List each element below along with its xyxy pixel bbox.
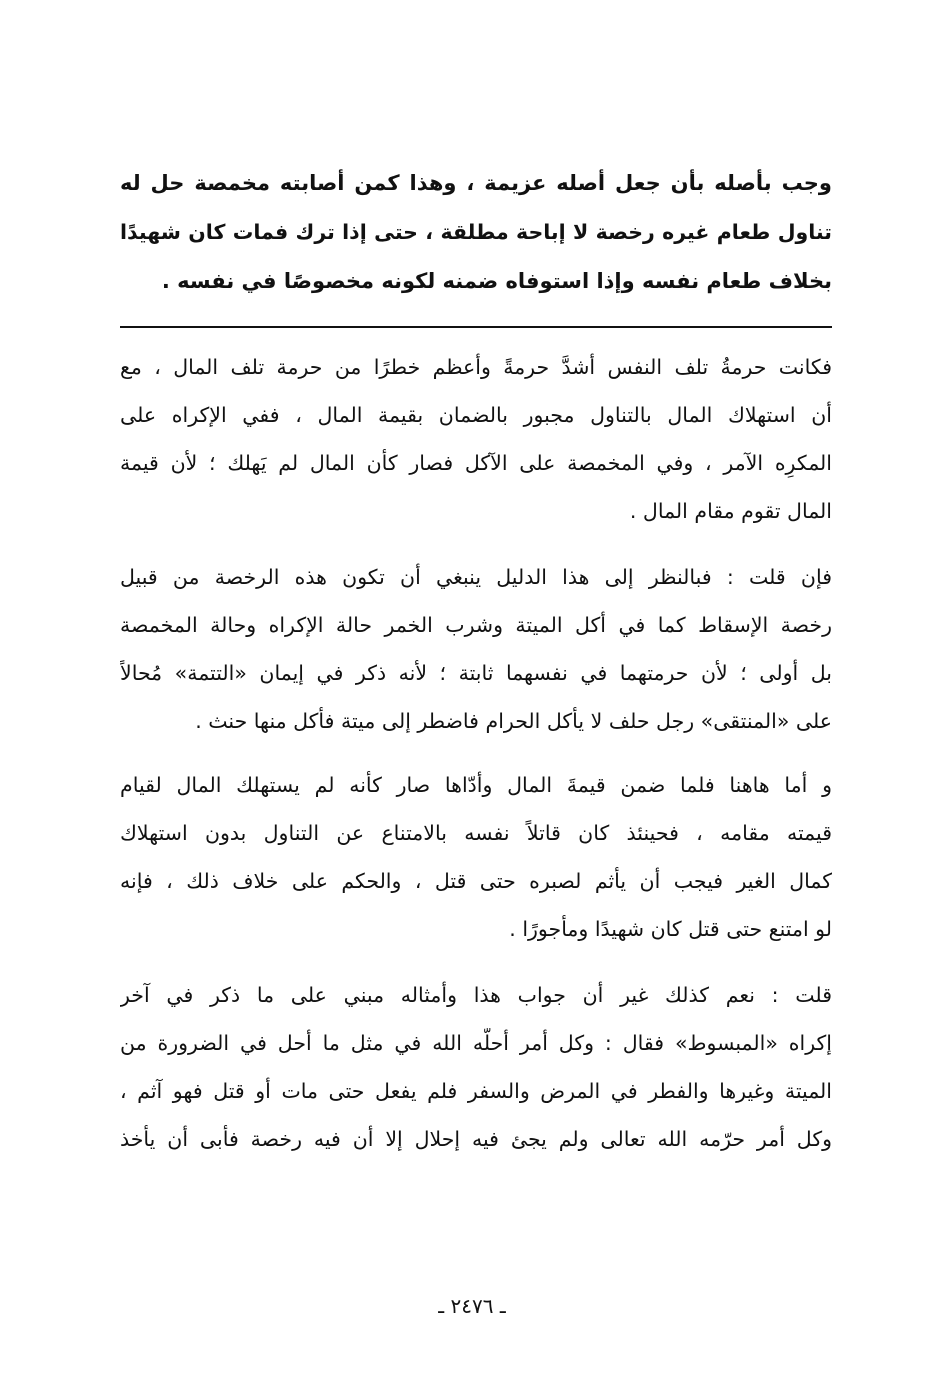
paragraph-2 (120, 562, 832, 752)
paragraph-line: و أما هاهنا فلما ضمن قيمةَ المال وأدّاها صار كأنه لم يستهلك المال لقيام (120, 773, 832, 797)
paragraph-line: رخصة الإسقاط كما في أكل الميتة وشرب الخمر حالة الإكراه وحالة المخمصة (120, 613, 832, 637)
top-line: بخلاف طعام نفسه وإذا استوفاه ضمنه لكونه مخصوصًا في نفسه . (161, 269, 832, 293)
paragraph-line: بل أولى ؛ لأن حرمتهما في نفسهما ثابتة ؛ لأنه ذكر في إيمان «التتمة» مُحالاً (120, 661, 832, 685)
page-number: ـ ٢٤٧٦ ـ (438, 1294, 506, 1318)
paragraph-line: المال تقوم مقام المال . (629, 499, 832, 523)
paragraph-line: فكانت حرمةُ تلف النفس أشدَّ حرمةً وأعظم خطرًا من حرمة تلف المال ، مع (120, 355, 832, 379)
paragraph-line: قيمته مقامه ، فحينئذ كان قاتلاً نفسه بالامتناع عن التناول بدون استهلاك (120, 821, 832, 845)
paragraph-3 (120, 770, 832, 960)
section-divider (120, 326, 832, 328)
paragraph-line: إكراه «المبسوط» فقال : وكل أمر أحلّه الله في مثل ما أحل في الضرورة من (120, 1031, 832, 1055)
paragraph-line: كمال الغير فيجب أن يأثم لصبره حتى قتل ، والحكم على خلاف ذلك ، فإنه (120, 869, 832, 893)
top-line: وجب بأصله بأن جعل أصله عزيمة ، وهذا كمن أصابته مخمصة حل له (120, 171, 832, 195)
paragraph-line: المكرِه الآمر ، وفي المخمصة على الآكل فصار كأن المال لم يَهلك ؛ لأن قيمة (120, 451, 832, 475)
paragraph-line: على «المنتقى» رجل حلف لا يأكل الحرام فاضطر إلى ميتة فأكل منها حنث . (195, 709, 832, 733)
paragraph-line: لو امتنع حتى قتل كان شهيدًا ومأجورًا . (509, 917, 832, 941)
top-line: تناول طعام غيره رخصة لا إباحة مطلقة ، حتى إذا ترك فمات كان شهيدًا (120, 220, 832, 244)
paragraph-line: الميتة وغيرها والفطر في المرض والسفر فلم يفعل حتى مات أو قتل فهو آثم ، (120, 1079, 832, 1103)
paragraph-line: وكل أمر حرّمه الله تعالى ولم يجئ فيه إحلال إلا أن فيه رخصة فأبى أن يأخذ (120, 1127, 832, 1151)
paragraph-line: قلت : نعم كذلك غير أن جواب هذا وأمثاله مبني على ما ذكر في آخر (120, 983, 832, 1007)
paragraph-line: فإن قلت : فبالنظر إلى هذا الدليل ينبغي أن تكون هذه الرخصة من قبيل (120, 565, 832, 589)
paragraph-line: أن استهلاك المال بالتناول مجبور بالضمان بقيمة المال ، ففي الإكراه على (120, 403, 832, 427)
paragraph-1 (120, 352, 832, 542)
paragraph-4 (120, 980, 832, 1170)
top-section (120, 168, 832, 308)
